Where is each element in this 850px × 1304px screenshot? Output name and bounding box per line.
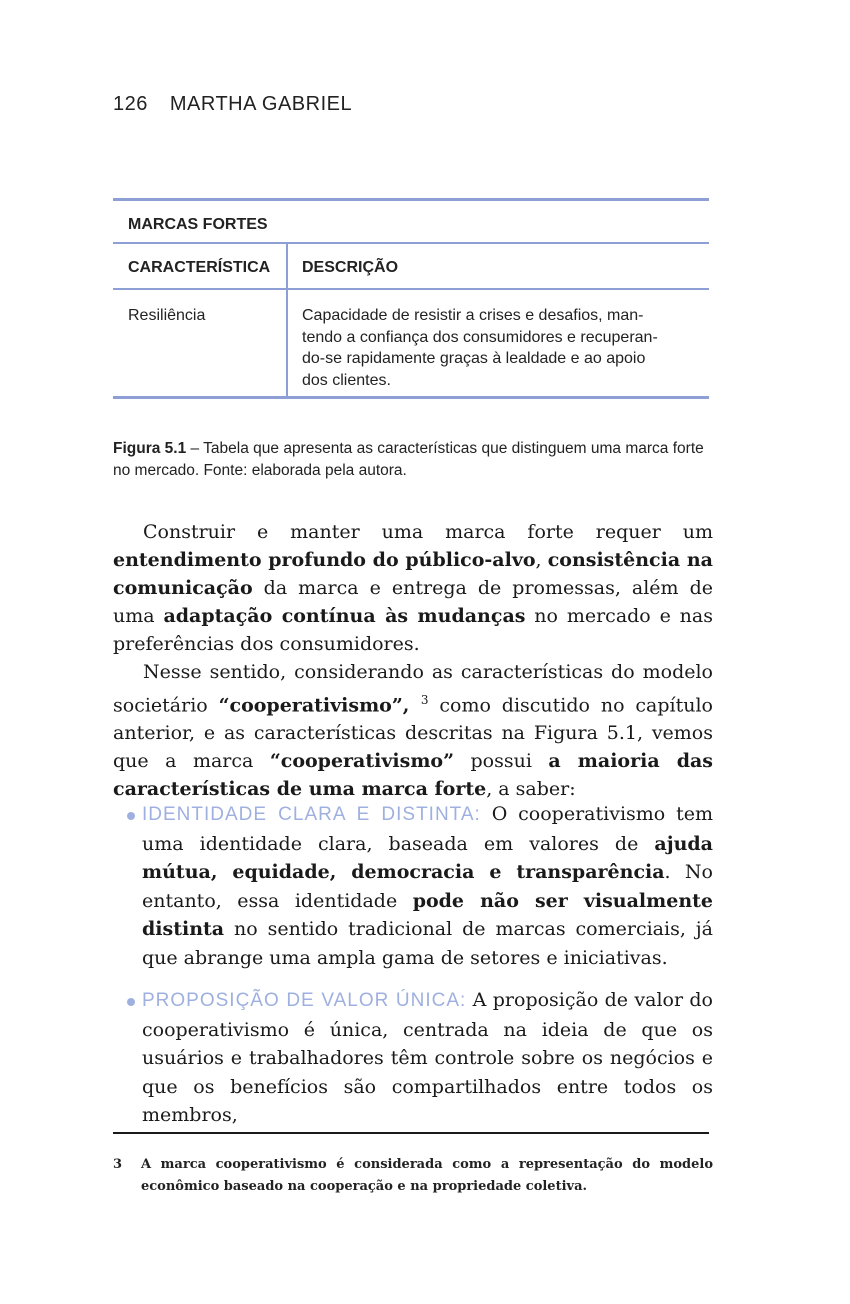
paragraph-2 [113, 658, 713, 803]
text-run: Construir e manter uma marca forte requer um [143, 521, 713, 543]
strong-brands-table [113, 198, 709, 399]
text-run: , [535, 549, 548, 571]
bullet-lead: PROPOSIÇÃO DE VALOR ÚNICA: [142, 990, 467, 1011]
paragraph-1 [113, 518, 713, 658]
text-run: possui [454, 750, 549, 773]
bullet-dot-icon [127, 998, 135, 1006]
table-header-row [113, 244, 709, 288]
bold-run: adaptação contínua às mudanças [163, 605, 526, 627]
description-line: tendo a confiança dos consumidores e recuperan- [302, 328, 658, 346]
footnote-number: 3 [113, 1157, 123, 1172]
bullet-dot-icon [127, 812, 135, 820]
bold-run: pode não ser visualmente distinta [142, 889, 713, 940]
bullet-lead: IDENTIDADE CLARA E DISTINTA: [142, 804, 481, 825]
text-run: Nesse sentido, considerando as características do modelo societário [113, 661, 713, 717]
text-run: no sentido tradicional de marcas comerciais, já que abrange uma ampla gama de setores e iniciativas. [142, 918, 713, 969]
bold-run: consistência na comunicação [113, 549, 713, 599]
list-item [113, 800, 713, 972]
table-header-description: DESCRIÇÃO [302, 259, 399, 276]
figure-caption [113, 438, 713, 482]
page-number: 126 [113, 93, 148, 115]
footnote-rule [113, 1132, 709, 1134]
text-run: da marca e entrega de promessas, além de uma [113, 577, 713, 627]
table-title: MARCAS FORTES [128, 216, 268, 233]
footnote-text: A marca cooperativismo é considerada como a representação do modelo econômico baseado na cooperação e na propriedade coletiva. [141, 1157, 713, 1194]
bold-run: entendimento profundo do público-alvo [113, 549, 536, 571]
bold-run: “cooperativismo” [269, 750, 455, 773]
description-line: do-se rapidamente graças à lealdade e ao apoio [302, 350, 646, 367]
text-run: no mercado e nas preferências dos consumidores. [113, 605, 714, 655]
table-row [113, 290, 709, 396]
table-cell-characteristic: Resiliência [113, 290, 288, 396]
bold-run: a maioria das características de uma marca forte [113, 750, 713, 801]
text-run: O cooperativismo tem uma identidade clara, baseada em valores de [142, 803, 713, 855]
bold-run: “cooperativismo” [218, 694, 403, 717]
running-head [113, 93, 352, 116]
description-line: Capacidade de resistir a crises e desafios, man- [302, 307, 644, 324]
bold-run: ajuda mútua, equidade, democracia e transparência [142, 832, 713, 883]
body-text [113, 518, 713, 803]
text-run: , a saber: [486, 778, 576, 801]
table-bottom-rule [113, 396, 709, 399]
table-header-characteristic: CARACTERÍSTICA [113, 244, 288, 288]
author-name: MARTHA GABRIEL [169, 93, 353, 115]
description-line: dos clientes. [302, 371, 391, 389]
text-run: A proposição de valor do cooperativismo é única, centrada na ideia de que os usuários e trabalhadores têm controle sobre os negócios e que os benefícios são compartilhados entre todos os membros, [142, 989, 713, 1126]
text-run: como discutido no capítulo anterior, e as características descritas na Figura 5.1, vemos que a marca [113, 694, 713, 773]
text-run: , [402, 694, 421, 717]
footnote [113, 1154, 713, 1198]
text-run: . No entanto, essa identidade [142, 861, 713, 912]
table-cell-description [288, 290, 709, 396]
footnote-ref[interactable]: 3 [420, 693, 429, 707]
bullet-list [113, 800, 713, 1144]
figure-caption-text: – Tabela que apresenta as características que distinguem uma marca forte no mercado. Fonte: elaborada pela autora. [113, 440, 704, 479]
list-item [113, 986, 713, 1130]
figure-label: Figura 5.1 [113, 440, 187, 457]
